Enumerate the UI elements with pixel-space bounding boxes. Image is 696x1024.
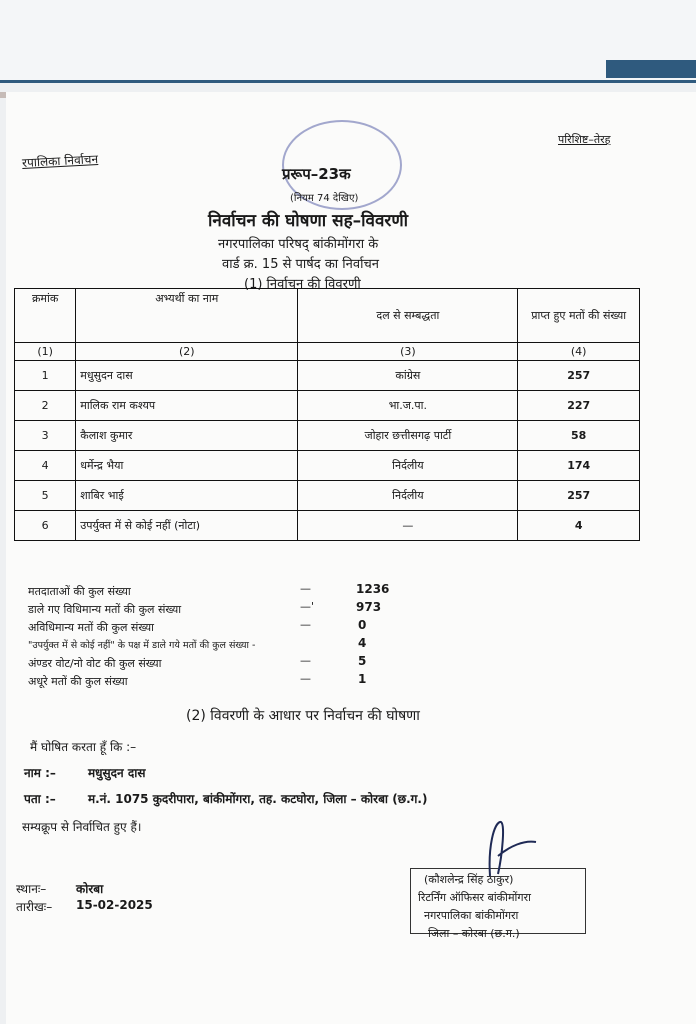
- elected-address: म.नं. 1075 कुदरीपारा, बांकीमोंगरा, तह. कटघोरा, जिला – कोरबा (छ.ग.): [88, 792, 428, 806]
- section-1-heading: (1) निर्वाचन की विवरणी: [244, 277, 361, 292]
- party-affiliation: —: [298, 511, 518, 541]
- elected-name: मधुसुदन दास: [88, 766, 146, 780]
- table-row: [15, 391, 640, 421]
- row-serial: 2: [15, 391, 76, 421]
- candidate-name: धर्मेन्द्र भैया: [76, 451, 298, 481]
- declaration-intro: मैं घोषित करता हूँ कि :–: [30, 740, 137, 754]
- background-strip: [606, 60, 696, 78]
- summary-label: अधूरे मतों की कुल संख्या: [28, 675, 128, 688]
- summary-value: 973: [356, 600, 382, 614]
- background-paper: [0, 0, 696, 83]
- row-serial: 3: [15, 421, 76, 451]
- summary-dash: —: [300, 618, 311, 631]
- party-affiliation: निर्दलीय: [298, 451, 518, 481]
- table-header-row: [15, 289, 640, 343]
- votes-received: 58: [518, 421, 640, 451]
- subtitle-council: नगरपालिका परिषद् बांकीमोंगरा के: [218, 237, 379, 252]
- votes-received: 174: [518, 451, 640, 481]
- summary-value: 0: [358, 618, 367, 632]
- summary-label: "उपर्युक्त में से कोई नहीं" के पक्ष में डाले गये मतों की कुल संख्या -: [28, 640, 256, 651]
- document-page: [6, 92, 696, 1024]
- form-number: प्ररूप–23क: [282, 165, 351, 183]
- summary-dash: —: [300, 582, 311, 595]
- date-value: 15-02-2025: [76, 898, 153, 912]
- officer-designation: रिटर्निंग ऑफिसर बांकीमोंगरा: [418, 891, 531, 904]
- summary-label: डाले गए विधिमान्य मतों की कुल संख्या: [28, 603, 182, 616]
- elected-statement: सम्यक्रूप से निर्वाचित हुए हैं।: [22, 820, 142, 834]
- candidate-name: उपर्युक्त में से कोई नहीं (नोटा): [76, 511, 298, 541]
- column-number-row: [15, 343, 640, 361]
- candidate-name: शाबिर भाई: [76, 481, 298, 511]
- candidate-name: मालिक राम कश्यप: [76, 391, 298, 421]
- appendix-label: परिशिष्ट–तेरह: [558, 133, 611, 146]
- party-affiliation: भा.ज.पा.: [298, 391, 518, 421]
- table-row: [15, 451, 640, 481]
- summary-dash: —: [300, 672, 311, 685]
- summary-dash: —': [300, 600, 315, 613]
- row-serial: 5: [15, 481, 76, 511]
- party-affiliation: निर्दलीय: [298, 481, 518, 511]
- place-value: कोरबा: [76, 882, 104, 896]
- party-affiliation: जोहार छत्तीसगढ़ पार्टी: [298, 421, 518, 451]
- votes-received: 4: [518, 511, 640, 541]
- candidate-name: मधुसुदन दास: [76, 361, 298, 391]
- party-affiliation: कांग्रेस: [298, 361, 518, 391]
- row-serial: 4: [15, 451, 76, 481]
- summary-dash: —: [300, 654, 311, 667]
- officer-district: जिला – कोरबा (छ.ग.): [428, 927, 520, 940]
- candidate-name: कैलाश कुमार: [76, 421, 298, 451]
- header-votes: प्राप्त हुए मतों की संख्या: [518, 289, 640, 343]
- col-number: (1): [15, 343, 76, 361]
- summary-label: मतदाताओं की कुल संख्या: [28, 585, 131, 598]
- table-row: [15, 421, 640, 451]
- officer-body: नगरपालिका बांकीमोंगरा: [424, 909, 519, 922]
- row-serial: 1: [15, 361, 76, 391]
- subtitle-ward: वार्ड क्र. 15 से पार्षद का निर्वाचन: [222, 257, 379, 272]
- table-row: [15, 361, 640, 391]
- col-number: (2): [76, 343, 298, 361]
- col-number: (4): [518, 343, 640, 361]
- document-title: निर्वाचन की घोषणा सह–विवरणी: [208, 211, 409, 231]
- left-heading: रपालिका निर्वाचन: [21, 152, 99, 170]
- address-label: पता :–: [24, 792, 56, 806]
- header-serial: क्रमांक: [15, 289, 76, 343]
- rule-reference: (नियम 74 देखिए): [290, 193, 359, 204]
- row-serial: 6: [15, 511, 76, 541]
- votes-received: 257: [518, 361, 640, 391]
- votes-received: 227: [518, 391, 640, 421]
- summary-value: 1236: [356, 582, 390, 596]
- place-label: स्थानः–: [16, 882, 47, 896]
- header-party: दल से सम्बद्धता: [298, 289, 518, 343]
- results-table: [14, 288, 640, 541]
- summary-label: अविधिमान्य मतों की कुल संख्या: [28, 621, 155, 634]
- officer-name: (कौशलेन्द्र सिंह ठाकुर): [424, 873, 514, 886]
- header-candidate-name: अभ्यर्थी का नाम: [76, 289, 298, 343]
- votes-received: 257: [518, 481, 640, 511]
- name-label: नाम :–: [24, 766, 56, 780]
- summary-value: 1: [358, 672, 367, 686]
- summary-label: अंण्डर वोट/नो वोट की कुल संख्या: [28, 657, 162, 670]
- col-number: (3): [298, 343, 518, 361]
- date-label: तारीखः–: [16, 900, 53, 914]
- summary-value: 4: [358, 636, 367, 650]
- table-row: [15, 511, 640, 541]
- section-2-heading: (2) विवरणी के आधार पर निर्वाचन की घोषणा: [186, 708, 420, 724]
- table-row: [15, 481, 640, 511]
- summary-value: 5: [358, 654, 367, 668]
